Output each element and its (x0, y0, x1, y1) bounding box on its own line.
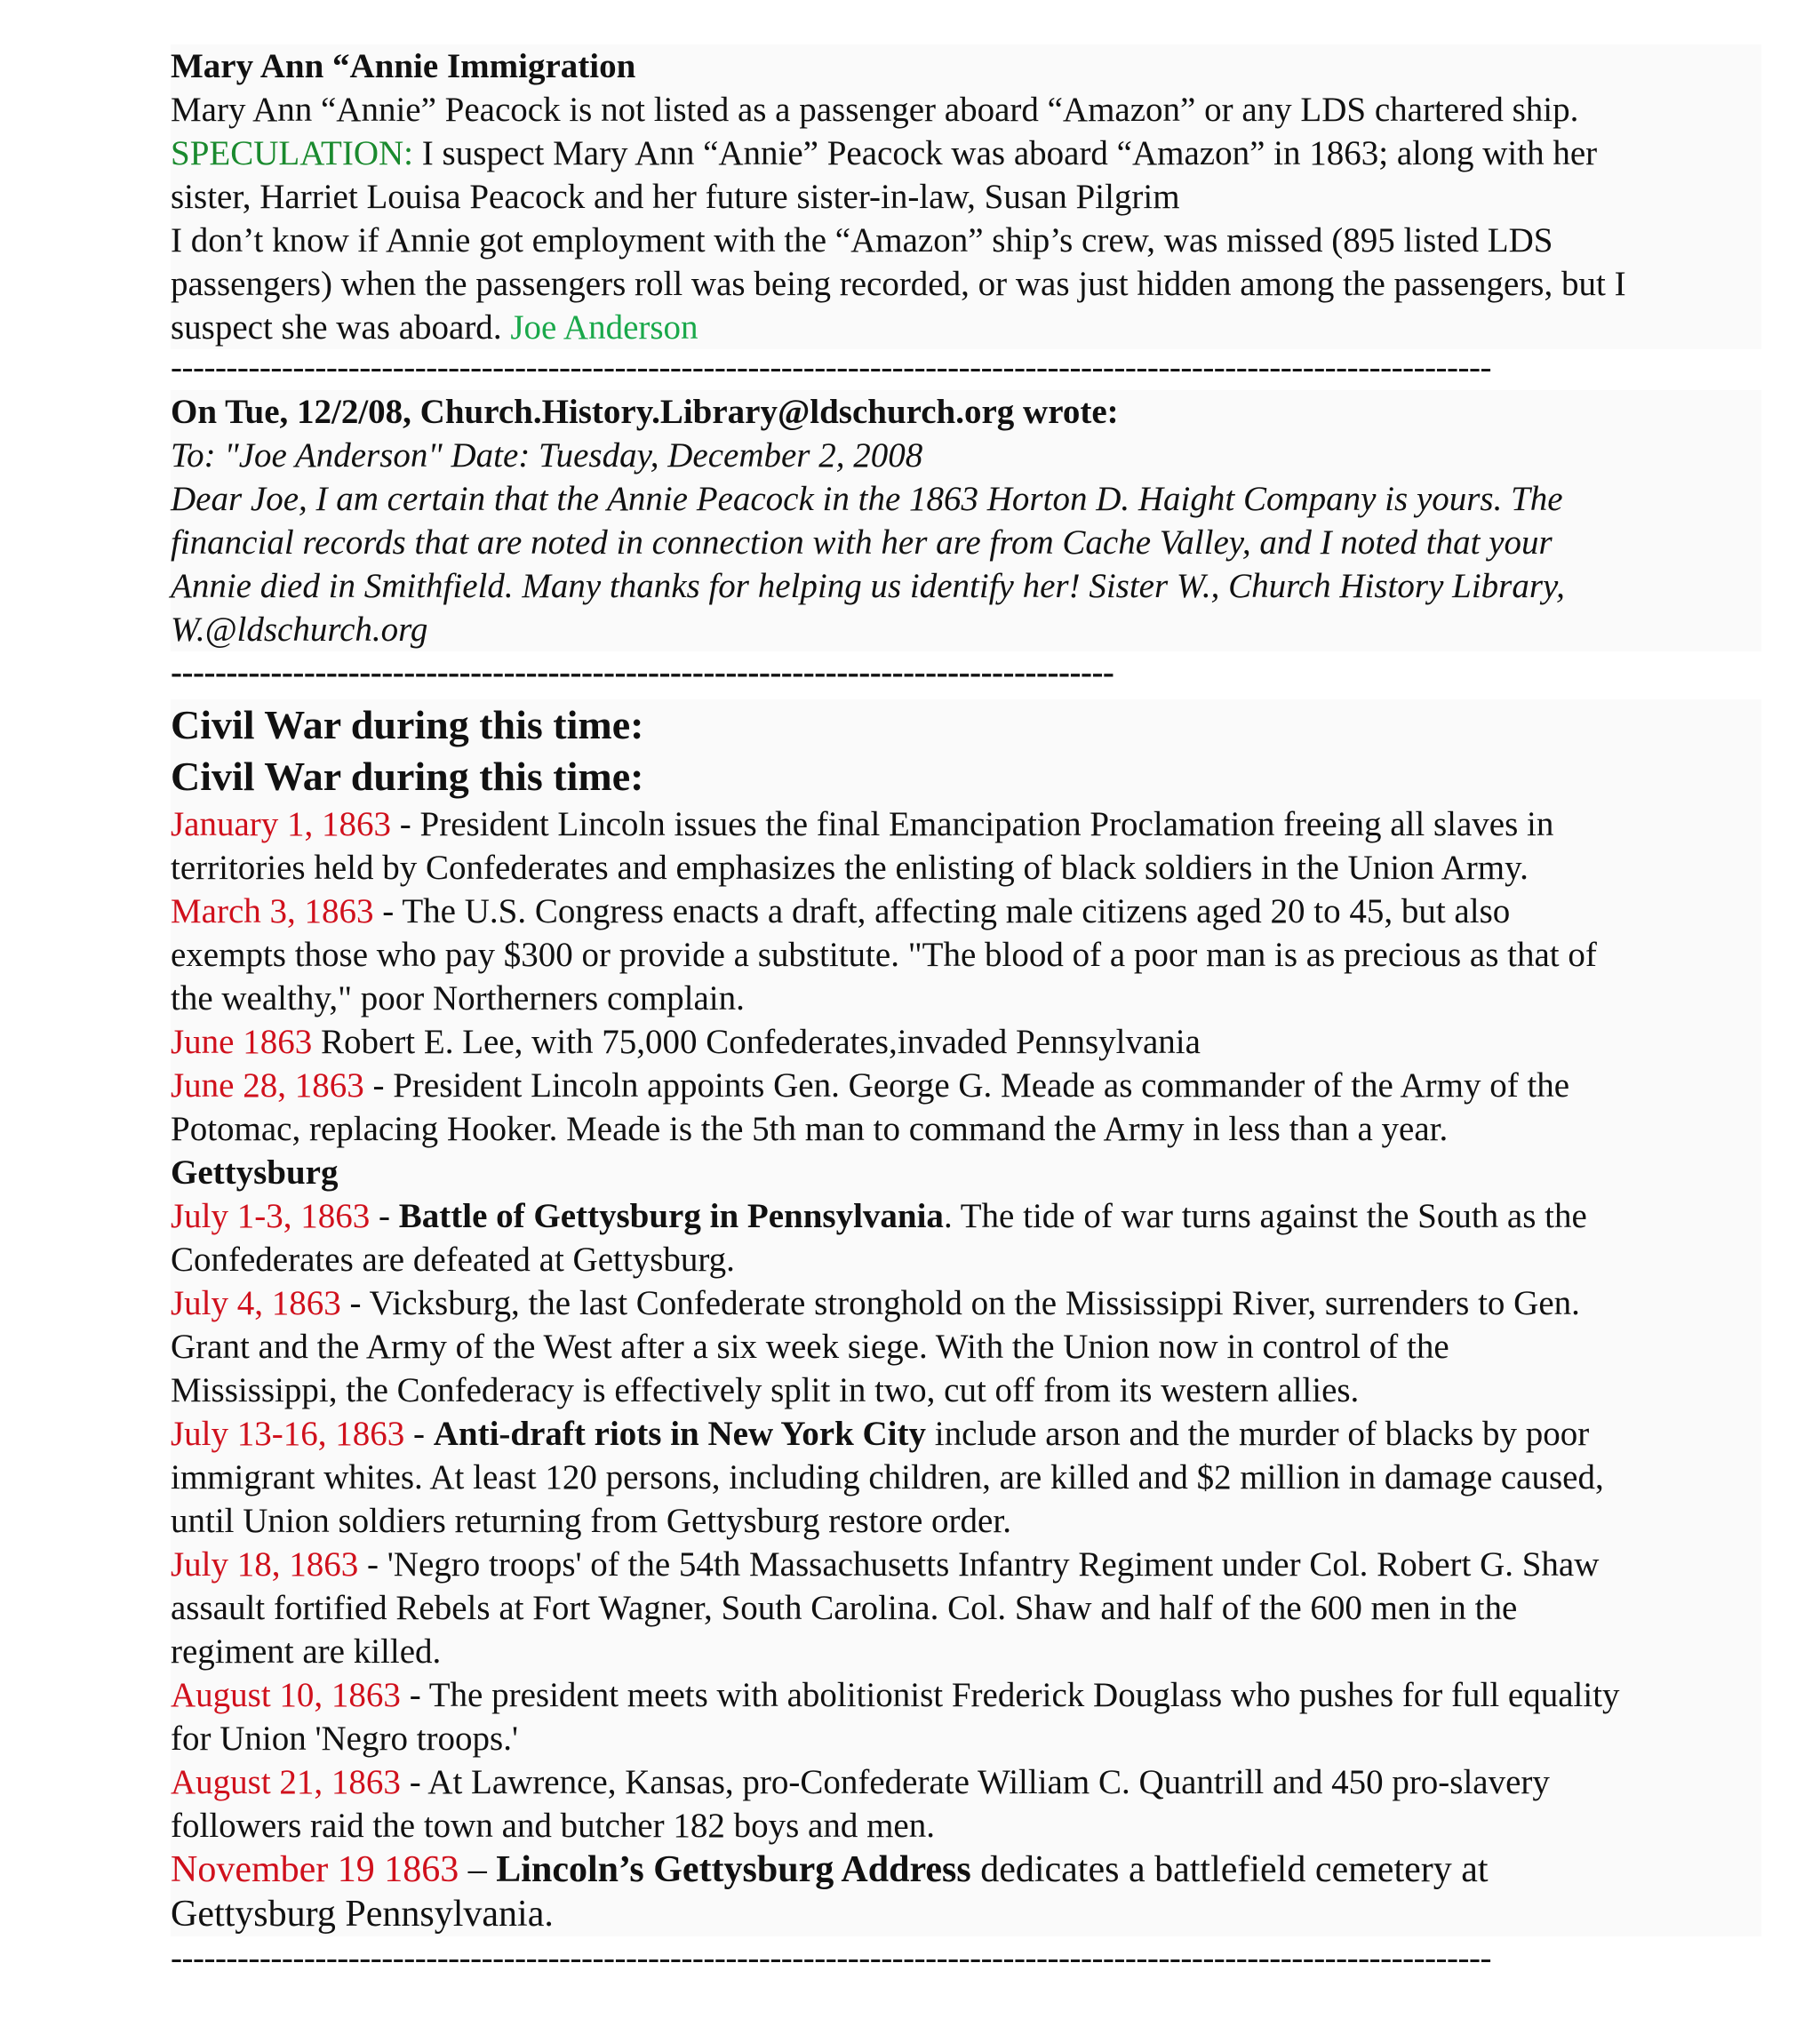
event-date: July 4, 1863 (171, 1284, 341, 1322)
immigration-line (171, 306, 1761, 349)
timeline-entry (171, 1760, 1761, 1847)
event-text: - President Lincoln issues the final Emancipation Proclamation freeing all slaves in (391, 805, 1554, 843)
speculation-label: SPECULATION: (171, 134, 414, 172)
immigration-line: passengers) when the passengers roll was being recorded, or was just hidden among the passengers, but I (171, 265, 1626, 303)
event-text: Potomac, replacing Hooker. Meade is the 5th man to command the Army in less than a year. (171, 1110, 1449, 1148)
event-text: – (459, 1849, 497, 1890)
event-text: include arson and the murder of blacks by poor (926, 1415, 1590, 1453)
event-date: August 10, 1863 (171, 1676, 401, 1714)
separator-text: . (492, 308, 511, 347)
event-text: followers raid the town and butcher 182 boys and men. (171, 1807, 935, 1845)
event-date: June 1863 (171, 1023, 313, 1061)
event-text: - 'Negro troops' of the 54th Massachusetts Infantry Regiment under Col. Robert G. Shaw (358, 1545, 1600, 1584)
event-highlight: Lincoln’s Gettysburg Address (496, 1849, 971, 1890)
subheading-gettysburg: Gettysburg (171, 1153, 339, 1192)
event-date: July 1-3, 1863 (171, 1197, 371, 1235)
event-text: Robert E. Lee, with 75,000 Confederates,invaded Pennsylvania (312, 1023, 1201, 1061)
email-line: To: "Joe Anderson" Date: Tuesday, December 2, 2008 (171, 436, 923, 475)
divider-rule: ----------------------------------------------------------------------------------------------------------------------- (171, 349, 1491, 387)
immigration-line: sister, Harriet Louisa Peacock and her future sister-in-law, Susan Pilgrim (171, 178, 1180, 216)
event-text: the wealthy," poor Northerners complain. (171, 979, 745, 1017)
immigration-title: Mary Ann “Annie Immigration (171, 47, 636, 85)
event-text: for Union 'Negro troops.' (171, 1720, 518, 1758)
event-date: July 13-16, 1863 (171, 1415, 405, 1453)
event-text: - President Lincoln appoints Gen. George G. Meade as commander of the Army of the (363, 1066, 1570, 1105)
event-text: dedicates a battlefield cemetery at (970, 1849, 1489, 1890)
author-name: Joe Anderson (510, 308, 698, 347)
section-heading: Civil War during this time: (171, 702, 644, 747)
event-text: - The president meets with abolitionist Frederick Douglass who pushes for full equality (400, 1676, 1620, 1714)
immigration-text: I suspect Mary Ann “Annie” Peacock was aboard “Amazon” in 1863; along with her (413, 134, 1598, 172)
event-highlight: Battle of Gettysburg in Pennsylvania (398, 1197, 944, 1235)
event-text: assault fortified Rebels at Fort Wagner, South Carolina. Col. Shaw and half of the 600 men in the (171, 1589, 1518, 1627)
event-text: - (404, 1415, 434, 1453)
event-text: Gettysburg Pennsylvania. (171, 1894, 554, 1935)
event-text: Mississippi, the Confederacy is effectively split in two, cut off from its western allies. (171, 1371, 1360, 1409)
event-date: August 21, 1863 (171, 1763, 401, 1801)
event-date: January 1, 1863 (171, 805, 392, 843)
event-text: immigrant whites. At least 120 persons, including children, are killed and $2 million in damage caused, (171, 1458, 1604, 1496)
event-text: until Union soldiers returning from Gettysburg restore order. (171, 1502, 1011, 1540)
event-text: . The tide of war turns against the South as the (943, 1197, 1587, 1235)
email-section (171, 390, 1761, 651)
timeline-entry (171, 1020, 1761, 1064)
event-text: exempts those who pay $300 or provide a substitute. "The blood of a poor man is as precious as that of (171, 936, 1597, 974)
email-header: On Tue, 12/2/08, Church.History.Library@ldschurch.org wrote: (171, 393, 1119, 431)
civil-war-section (171, 699, 1761, 1936)
document-page (171, 44, 1761, 1977)
event-text: - Vicksburg, the last Confederate stronghold on the Mississippi River, surrenders to Gen. (340, 1284, 1580, 1322)
divider-rule-thick: ------------------------------------------------------------------------------------- (171, 653, 1114, 691)
timeline-entry (171, 1064, 1761, 1151)
event-text: - (370, 1197, 399, 1235)
email-line: Annie died in Smithfield. Many thanks for helping us identify her! Sister W., Church History Library, (171, 567, 1565, 605)
timeline-entry (171, 1543, 1761, 1673)
timeline-entry (171, 1281, 1761, 1412)
event-date: June 28, 1863 (171, 1066, 364, 1105)
event-date: November 19 1863 (171, 1849, 459, 1890)
timeline-entry (171, 1194, 1761, 1281)
event-text: - At Lawrence, Kansas, pro-Confederate William C. Quantrill and 450 pro-slavery (400, 1763, 1550, 1801)
timeline-entry (171, 890, 1761, 1020)
timeline-entry (171, 802, 1761, 890)
email-line: Dear Joe, I am certain that the Annie Peacock in the 1863 Horton D. Haight Company is yours. The (171, 480, 1563, 518)
email-line: W.@ldschurch.org (171, 610, 428, 649)
immigration-line: Mary Ann “Annie” Peacock is not listed as a passenger aboard “Amazon” or any LDS chartered ship. (171, 91, 1579, 129)
event-text: - The U.S. Congress enacts a draft, affecting male citizens aged 20 to 45, but also (373, 892, 1511, 930)
section-heading: Civil War during this time: (171, 754, 644, 799)
event-highlight: Anti-draft riots in New York City (433, 1415, 926, 1453)
event-text: Confederates are defeated at Gettysburg. (171, 1241, 735, 1279)
event-text: Grant and the Army of the West after a six week siege. With the Union now in control of the (171, 1328, 1449, 1366)
immigration-line: I don’t know if Annie got employment with the “Amazon” ship’s crew, was missed (895 listed LDS (171, 221, 1553, 259)
timeline-entry (171, 1847, 1761, 1936)
event-date: March 3, 1863 (171, 892, 374, 930)
divider-rule: ----------------------------------------------------------------------------------------------------------------------- (171, 1940, 1491, 1977)
immigration-section (171, 44, 1761, 349)
event-text: territories held by Confederates and emphasizes the enlisting of black soldiers in the Union Army. (171, 849, 1529, 887)
email-line: financial records that are noted in connection with her are from Cache Valley, and I noted that your (171, 523, 1553, 562)
event-text: regiment are killed. (171, 1632, 442, 1671)
immigration-text: suspect she was aboard (171, 308, 493, 347)
timeline-entry (171, 1673, 1761, 1760)
immigration-line (171, 132, 1761, 175)
timeline-entry (171, 1412, 1761, 1543)
event-date: July 18, 1863 (171, 1545, 359, 1584)
